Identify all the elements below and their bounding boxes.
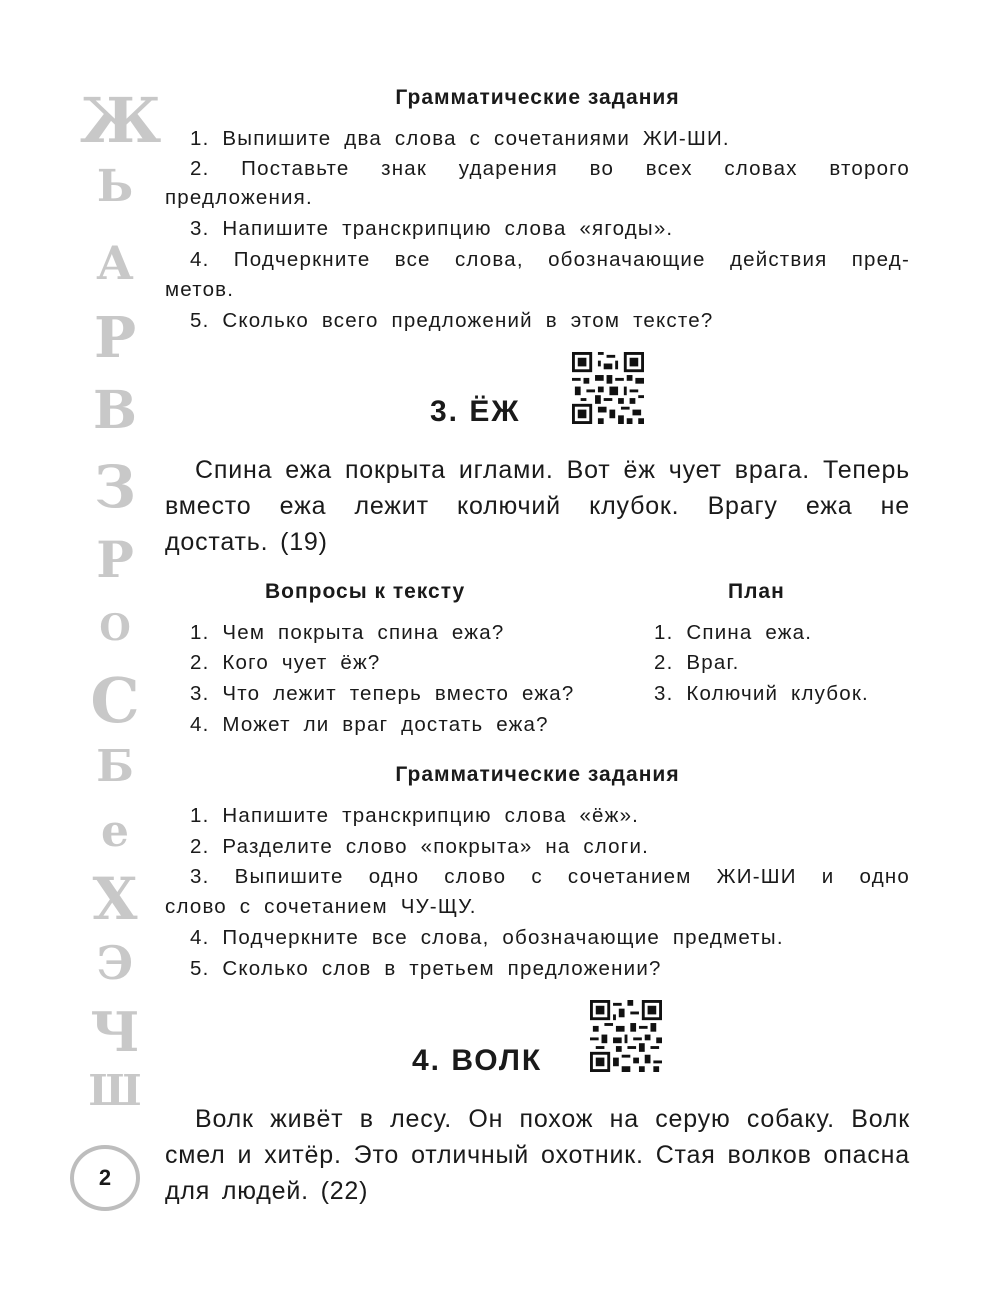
deco-letter: Б [96, 741, 134, 792]
list-item: 5. Сколько слов в третьем предложении? [190, 957, 662, 980]
list-item: 4. Подчеркните все слова, обозначающие действия пред- [190, 248, 910, 271]
deco-letter: В [93, 380, 137, 441]
grammar-tasks-title-1: Грамматические задания [395, 86, 680, 109]
list-item: 2. Поставьте знак ударения во всех словах второго [190, 157, 910, 180]
grammar-tasks-title-2: Грамматические задания [395, 763, 680, 786]
plan-title: План [728, 580, 785, 603]
list-item: 3. Напишите транскрипцию слова «ягоды». [190, 217, 674, 240]
list-item: слово с сочетанием ЧУ-ЩУ. [165, 895, 477, 918]
deco-letter: З [94, 453, 136, 521]
deco-letter: Р [93, 305, 137, 371]
question-item: 1. Чем покрыта спина ежа? [190, 621, 505, 644]
questions-title: Вопросы к тексту [265, 580, 466, 603]
story-text-hedgehog: Спина ежа покрыта иглами. Вот ёж чует врага. Теперь вместо ежа лежит колючий клубок. Врагу ежа не достать. (19) [165, 456, 910, 556]
deco-letter: Ь [96, 161, 134, 212]
story-title-wolf: 4. ВОЛК [412, 1044, 543, 1077]
list-item: 1. Напишите транскрипцию слова «ёж». [190, 804, 640, 827]
list-item: 3. Выпишите одно слово с сочетанием ЖИ-ШИ и одно [190, 865, 910, 888]
plan-item: 1. Спина ежа. [654, 621, 813, 644]
qr-code-icon[interactable] [572, 352, 644, 424]
plan-item: 3. Колючий клубок. [654, 682, 869, 705]
deco-letter: С [90, 664, 140, 737]
qr-code-icon[interactable] [590, 1000, 662, 1072]
deco-letter: Э [96, 936, 134, 990]
deco-letter: е [101, 806, 129, 857]
page-number: 2 [70, 1145, 140, 1211]
list-item: метов. [165, 278, 235, 301]
deco-letter: Ш [88, 1066, 142, 1115]
plan-item: 2. Враг. [654, 651, 740, 674]
deco-letter: Ж [80, 84, 162, 157]
list-item: 1. Выпишите два слова с сочетаниями ЖИ-ШИ. [190, 127, 730, 150]
story-title-hedgehog: 3. ЁЖ [430, 395, 521, 428]
deco-letter: Р [96, 530, 134, 589]
deco-letter: Х [92, 865, 138, 933]
list-item: предложения. [165, 186, 313, 209]
deco-letter: А [96, 236, 134, 290]
list-item: 5. Сколько всего предложений в этом тексте? [190, 309, 714, 332]
question-item: 2. Кого чует ёж? [190, 651, 381, 674]
deco-letter: Ч [90, 1000, 140, 1064]
list-item: 4. Подчеркните все слова, обозначающие предметы. [190, 926, 784, 949]
question-item: 3. Что лежит теперь вместо ежа? [190, 682, 575, 705]
deco-letter: О [99, 607, 131, 649]
story-text-wolf: Волк живёт в лесу. Он похож на серую собаку. Волк смел и хитёр. Это отличный охотник. Стая волков опасна для людей. (22) [165, 1105, 910, 1205]
question-item: 4. Может ли враг достать ежа? [190, 713, 549, 736]
list-item: 2. Разделите слово «покрыта» на слоги. [190, 835, 650, 858]
